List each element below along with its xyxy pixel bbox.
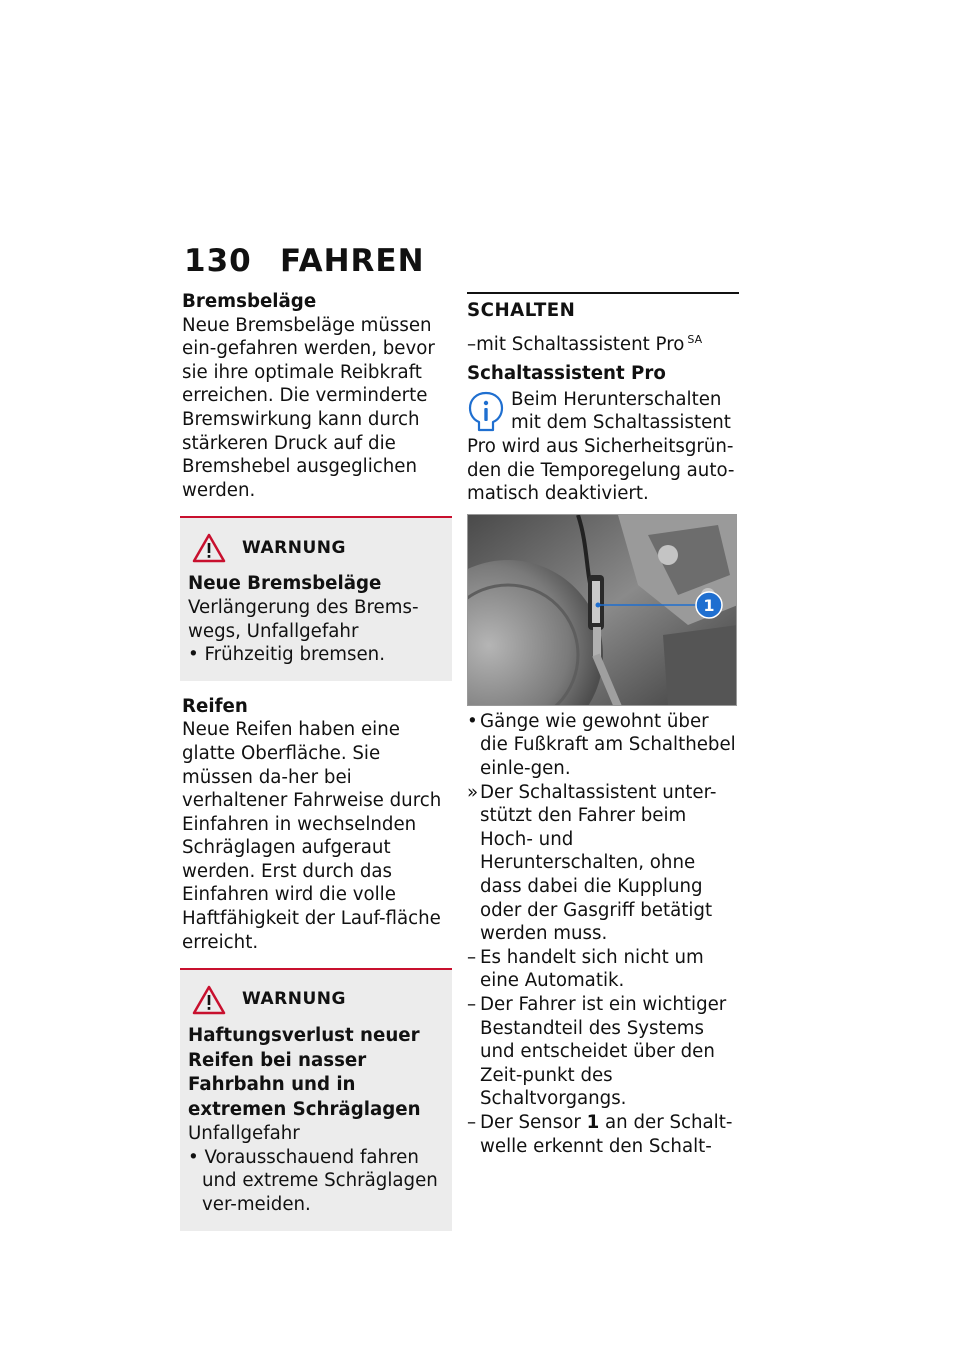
list-item <box>467 993 739 1111</box>
warning-text: Unfallgefahr <box>188 1123 300 1145</box>
brake-text: Neue Bremsbeläge müssen ein-gefahren werden, bevor sie ihre optimale Reibkraft erreichen. Die verminderte Bremswirkung kann durch stärkeren Druck auf die Bremshebel ausgeglichen werden. <box>182 314 435 501</box>
subheading: Schaltassistent Pro <box>467 363 666 385</box>
warning-title: WARNUNG <box>242 537 346 558</box>
info-note <box>467 388 739 506</box>
left-column <box>182 290 450 1231</box>
right-column <box>467 292 739 1158</box>
list-item <box>467 1111 739 1158</box>
shift-assistant-photo <box>468 515 737 706</box>
page-number: 130 <box>184 243 252 279</box>
brake-heading: Bremsbeläge <box>182 291 317 312</box>
list-item <box>467 710 739 781</box>
warning-text: Verlängerung des Brems-wegs, Unfallgefahr <box>188 596 419 642</box>
list-text <box>480 1111 739 1158</box>
warning-triangle-icon <box>192 985 226 1015</box>
warning-title: WARNUNG <box>242 989 346 1010</box>
tire-heading: Reifen <box>182 695 248 717</box>
list-item <box>467 781 739 946</box>
list-text: Gänge wie gewohnt über die Fußkraft am Schalthebel einle-gen. <box>480 710 736 779</box>
condition-text: –mit Schaltassistent Pro <box>467 333 685 355</box>
list-marker: » <box>467 781 479 803</box>
info-text: Beim Herunterschalten mit dem Schaltassistent Pro wird aus Sicherheitsgrün-den die Temporegelung auto-matisch deaktiviert. <box>467 388 735 505</box>
warning-box-brakes <box>180 516 452 680</box>
list-text: Der Schaltassistent unter-stützt den Fahrer beim Hoch- und Herunterschalten, ohne dass dabei die Kupplung oder der Gasgriff betätigt werden muss. <box>480 781 717 945</box>
warning-bullet: • Frühzeitig bremsen. <box>188 644 385 666</box>
list-marker: – <box>467 993 477 1015</box>
chapter-title: FAHREN <box>280 243 425 279</box>
list-marker: – <box>467 1111 477 1133</box>
warning-header <box>188 980 444 1020</box>
sensor-reference: 1 <box>586 1111 600 1133</box>
section-title: SCHALTEN <box>467 292 739 323</box>
warning-subtitle: Neue Bremsbeläge <box>188 573 382 595</box>
list-text-start: Der Sensor <box>480 1111 587 1133</box>
warning-box-tires <box>180 968 452 1230</box>
list-marker: – <box>467 946 477 968</box>
list-text: Es handelt sich nicht um eine Automatik. <box>480 946 704 992</box>
list-item <box>467 946 739 993</box>
special-accessory-mark: SA <box>687 332 703 346</box>
list-text-end: an der Schalt-welle erkennt den Schalt- <box>480 1111 733 1157</box>
warning-header <box>188 528 444 568</box>
condition-line <box>467 328 739 357</box>
warning-subtitle: Haftungsverlust neuer Reifen bei nasser Fahrbahn und in extremen Schräglagen <box>188 1025 421 1120</box>
warning-bullet: • Vorausschauend fahren und extreme Schräglagen ver-meiden. <box>188 1146 438 1216</box>
list-text: Der Fahrer ist ein wichtiger Bestandteil des Systems und entscheidet über den Zeit-punkt des Schaltvorgangs. <box>480 993 727 1110</box>
figure-callout-label: 1 <box>703 595 715 615</box>
shift-sensor-figure <box>467 514 737 706</box>
list-marker: • <box>467 710 478 732</box>
tire-text: Neue Reifen haben eine glatte Oberfläche. Sie müssen da-her bei verhaltener Fahrweise durch Einfahren in wechselnden Schräglagen aufgeraut werden. Erst durch das Einfahren wird die volle Haftfähigkeit der Lauf-fläche erreicht. <box>182 719 442 953</box>
info-icon <box>467 390 505 434</box>
warning-triangle-icon <box>192 533 226 563</box>
instruction-list <box>467 710 739 1158</box>
page-header <box>184 243 425 279</box>
